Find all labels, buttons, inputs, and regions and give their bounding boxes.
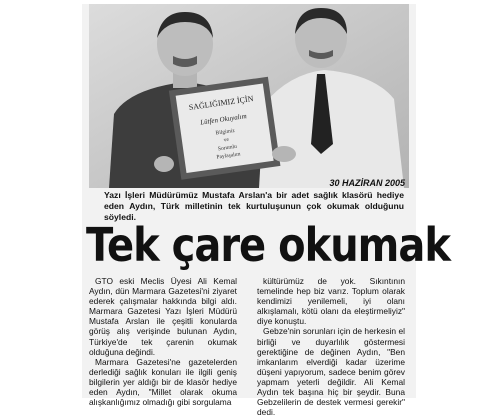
plaque-line-5: Paylaşalım (216, 151, 241, 161)
headline: Tek çare okumak (86, 219, 450, 273)
article-column-2 (257, 276, 405, 417)
news-photo (89, 4, 409, 188)
plaque-line-4: Sorumlu (217, 143, 238, 153)
paragraph: Gebze'nin sorunları için de herkesin el birliği ve duyarlılık göstermesi gerektiğine de değinen Aydın, "Ben imkanlarım elverdiği kadar üzerime düşeni yapıyorum, sadece benim görev yapmam yeterli değildir. Ali Kemal Aydın tek başına hiç bir şeydir. Buna Gebzelilerin de destek vermesi gerekir" dedi. (257, 326, 405, 417)
hand (272, 146, 296, 162)
paragraph: kültürümüz de yok. Sıkıntının temelinde hep biz varız. Toplum olarak kendimizi yenilemeli, iyi olanı alkışlamalı, kötü olanı da eleştirmeliyiz" diye konuştu. (257, 276, 405, 327)
paragraph: Marmara Gazetesi'ne gazetelerden derlediği sağlık konuları ile ilgili geniş bilgilerin yer aldığı bir de klasör hediye eden Aydın, "Millet olarak okuma alışkanlığımız olmadığı gibi sorgulama (89, 356, 237, 408)
date-label: 30 HAZİRAN 2005 (329, 178, 405, 188)
plaque-line-3: ve (223, 136, 230, 144)
paragraph: GTO eski Meclis Üyesi Ali Kemal Aydın, dün Marmara Gazetesi'ni ziyaret ederek çalışmalar hakkında bilgi aldı. Marmara Gazetesi Yazı İşleri Müdürü Mustafa Arslan ile çeşitli konularda görüş alış verişinde bulunan Aydın, Türkiye'de tek çarenin okumak olduğuna değindi. (89, 276, 237, 357)
photo-caption: Yazı İşleri Müdürümüz Mustafa Arslan'a bir adet sağlık klasörü hediye eden Aydın, Türk milletinin tek kurtuluşunun çok okumak olduğunu söyledi. (104, 190, 404, 222)
photo-illustration (89, 4, 409, 188)
plaque-line-2: Bilgimiz (215, 127, 236, 137)
plaque-line-0: SAĞLIĞIMIZ İÇİN (188, 94, 254, 112)
article-column-1 (89, 276, 237, 407)
plaque-line-1: Lütfen Okuyalım (199, 112, 248, 127)
hand (154, 156, 174, 172)
plaque (169, 77, 281, 180)
